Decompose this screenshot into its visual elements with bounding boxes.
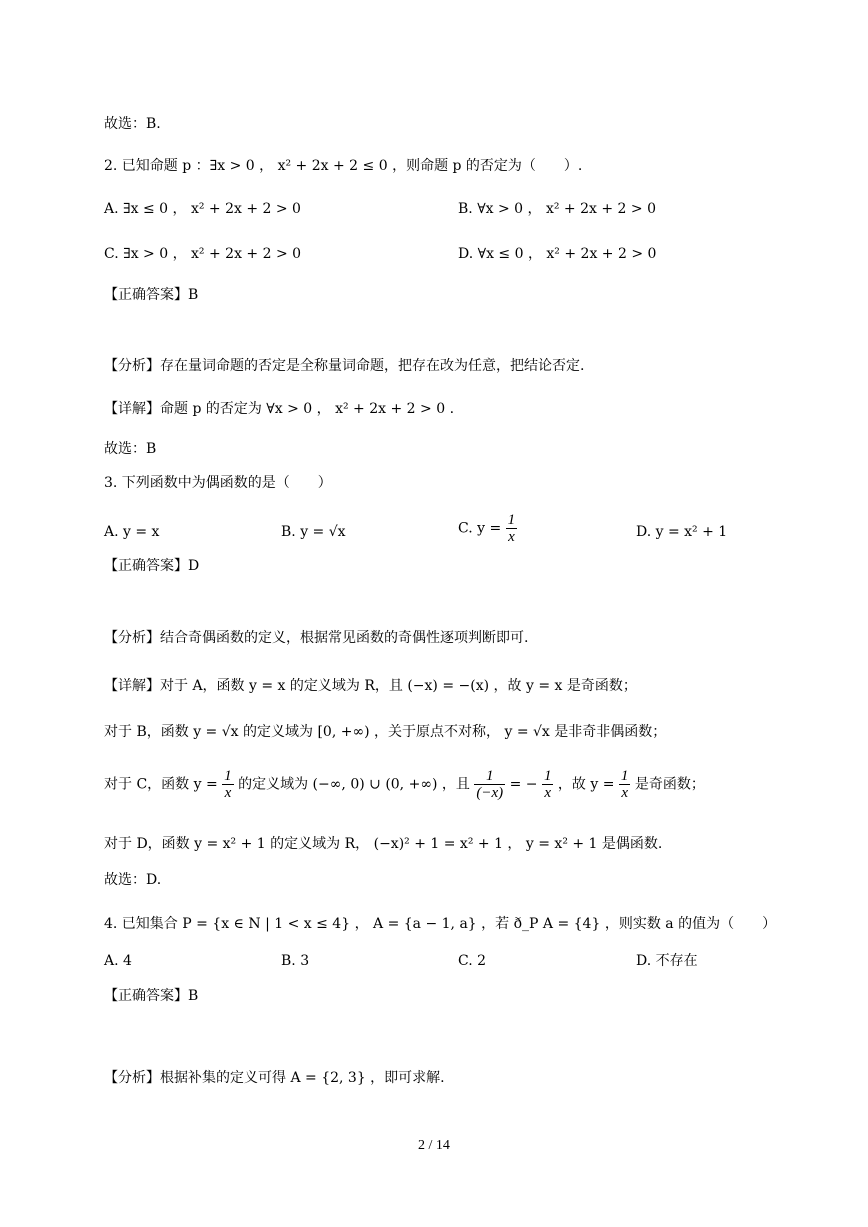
fraction-numerator: 1 <box>620 768 629 784</box>
question-4-option-a: A. 4 <box>104 953 132 969</box>
question-2-stem: 2. 已知命题 p ：∃x > 0 ， x² + 2x + 2 ≤ 0 ，则命题 p 的否定为（ ）. <box>104 158 583 174</box>
question-4-analysis: 【分析】根据补集的定义可得 A = {2, 3} ，即可求解. <box>104 1070 445 1086</box>
question-3-stem: 3. 下列函数中为偶函数的是（ ） <box>104 475 332 491</box>
fraction-denominator: (−x) <box>476 785 504 801</box>
question-3-analysis: 【分析】结合奇偶函数的定义，根据常见函数的奇偶性逐项判断即可. <box>104 630 529 646</box>
detail-c-fraction-4 <box>619 768 631 801</box>
question-3-choice: 故选：D. <box>104 872 162 888</box>
previous-answer-line: 故选：B. <box>104 116 161 132</box>
fraction-numerator: 1 <box>224 768 232 784</box>
fraction-numerator: 1 <box>543 768 552 784</box>
question-4-option-c: C. 2 <box>458 953 487 969</box>
question-3-option-b: B. y = √x <box>281 524 346 540</box>
question-4-stem: 4. 已知集合 P = {x ∈ N | 1 < x ≤ 4} ， A = {a − 1, a} ，若 ð_P A = {4} ，则实数 a 的值为（ ） <box>104 916 777 932</box>
question-3-option-c-label: C. <box>458 520 473 537</box>
detail-c-fraction-1 <box>222 768 234 801</box>
fraction-denominator: x <box>224 785 232 801</box>
question-3-detail-b: 对于 B，函数 y = √x 的定义域为 [0, +∞) ，关于原点不对称， y = √x 是非奇非偶函数； <box>104 724 667 740</box>
question-4-option-b: B. 3 <box>281 953 310 969</box>
question-3-detail-c <box>104 768 705 801</box>
fraction-denominator: x <box>544 785 552 801</box>
question-2-option-b: B. ∀x > 0 ， x² + 2x + 2 > 0 <box>458 201 656 217</box>
fraction-one-over-x <box>506 512 518 545</box>
page-number: 2 / 14 <box>418 1138 450 1153</box>
question-3-option-a: A. y = x <box>104 524 160 540</box>
fraction-numerator: 1 <box>507 512 516 528</box>
question-3-option-c <box>458 512 517 545</box>
fraction-denominator: x <box>621 785 628 801</box>
detail-c-part2: 的定义域为 (−∞, 0) ∪ (0, +∞) ，且 <box>238 776 470 793</box>
detail-c-fraction-2 <box>474 768 505 801</box>
detail-c-part4: ，故 y = <box>557 776 615 793</box>
question-3-detail-a: 【详解】对于 A，函数 y = x 的定义域为 R，且 (−x) = −(x) ，故 y = x 是奇函数； <box>104 678 637 694</box>
question-2-option-d: D. ∀x ≤ 0 ， x² + 2x + 2 > 0 <box>458 246 657 262</box>
question-2-choice: 故选：B <box>104 441 157 457</box>
question-2-analysis: 【分析】存在量词命题的否定是全称量词命题，把存在改为任意，把结论否定. <box>104 358 585 374</box>
detail-c-part1: 对于 C，函数 y = <box>104 776 218 793</box>
fraction-denominator: x <box>508 529 515 545</box>
detail-c-part3: = − <box>509 776 538 793</box>
question-4-answer: 【正确答案】B <box>104 988 199 1004</box>
question-2-answer: 【正确答案】B <box>104 287 199 303</box>
question-2-detail: 【详解】命题 p 的否定为 ∀x > 0 ， x² + 2x + 2 > 0 . <box>104 401 455 417</box>
question-4-option-d: D. 不存在 <box>636 953 698 969</box>
detail-c-fraction-3 <box>542 768 554 801</box>
question-3-option-d: D. y = x² + 1 <box>636 524 728 540</box>
question-3-detail-d: 对于 D，函数 y = x² + 1 的定义域为 R， (−x)² + 1 = x² + 1 ， y = x² + 1 是偶函数. <box>104 836 663 852</box>
question-3-option-c-lhs: y = <box>477 520 502 537</box>
question-3-answer: 【正确答案】D <box>104 558 200 574</box>
question-2-option-c: C. ∃x > 0 ， x² + 2x + 2 > 0 <box>104 246 302 262</box>
fraction-numerator: 1 <box>474 768 505 785</box>
question-2-option-a: A. ∃x ≤ 0 ， x² + 2x + 2 > 0 <box>104 201 301 217</box>
detail-c-part5: 是奇函数； <box>634 776 705 793</box>
